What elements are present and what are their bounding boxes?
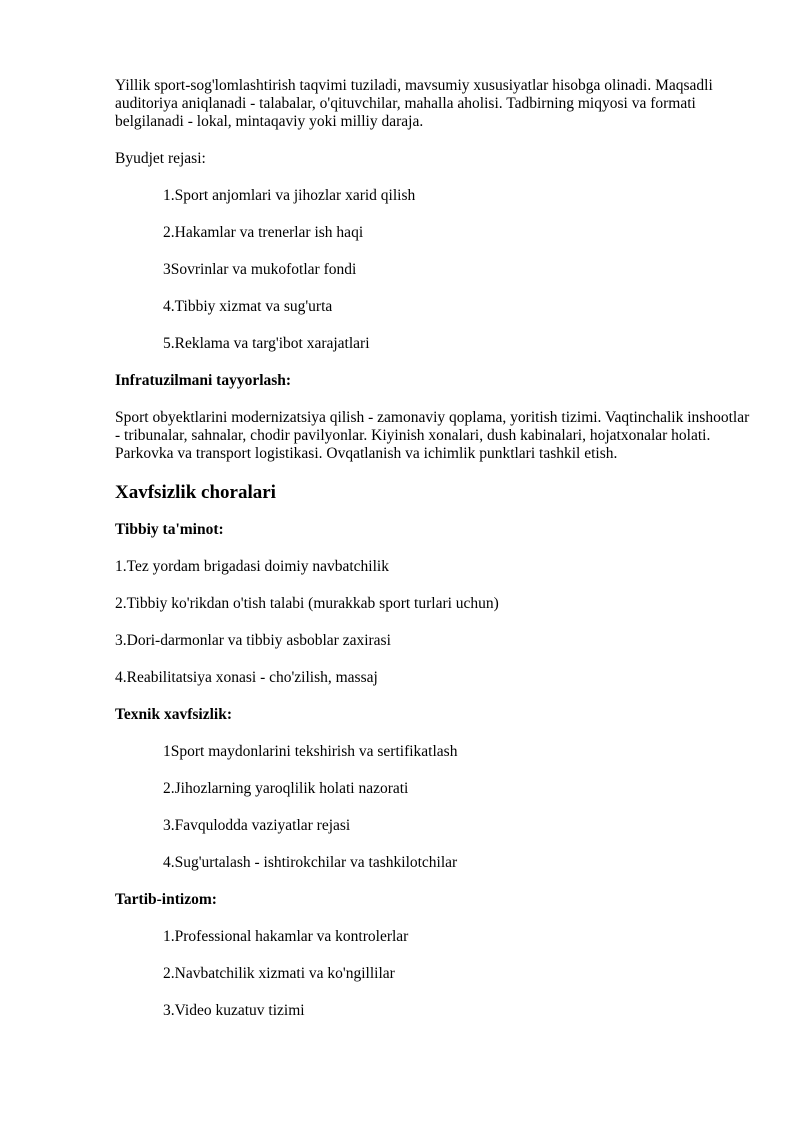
- budget-label: Byudjet rejasi:: [115, 150, 206, 167]
- technical-heading: Texnik xavfsizlik:: [115, 706, 232, 723]
- technical-item: 1Sport maydonlarini tekshirish va sertifikatlash: [163, 743, 458, 760]
- discipline-item: 1.Professional hakamlar va kontrolerlar: [163, 928, 409, 945]
- budget-item: 4.Tibbiy xizmat va sug'urta: [163, 298, 333, 315]
- budget-item: 2.Hakamlar va trenerlar ish haqi: [163, 224, 364, 241]
- medical-item: 4.Reabilitatsiya xonasi - cho'zilish, massaj: [115, 669, 378, 686]
- infrastructure-paragraph: Sport obyektlarini modernizatsiya qilish - zamonaviy qoplama, yoritish tizimi. Vaqtinchalik inshootlar - tribunalar, sahnalar, chodir pavilyonlar. Kiyinish xonalari, dush kabinalari, hojatxonalar holati. Parkovka va transport logistikasi. Ovqatlanish va ichimlik punktlari tashkil etish.: [115, 409, 750, 462]
- document-page: [115, 77, 755, 1039]
- budget-item: 3Sovrinlar va mukofotlar fondi: [163, 261, 357, 278]
- budget-list: [115, 187, 755, 353]
- medical-item: 2.Tibbiy ko'rikdan o'tish talabi (murakkab sport turlari uchun): [115, 595, 499, 612]
- discipline-heading: Tartib-intizom:: [115, 891, 217, 908]
- safety-section-title: Xavfsizlik choralari: [115, 482, 276, 503]
- discipline-item: 3.Video kuzatuv tizimi: [163, 1002, 305, 1019]
- technical-item: 2.Jihozlarning yaroqlilik holati nazorati: [163, 780, 409, 797]
- discipline-item: 2.Navbatchilik xizmati va ko'ngillilar: [163, 965, 395, 982]
- budget-item: 5.Reklama va targ'ibot xarajatlari: [163, 335, 370, 352]
- medical-heading: Tibbiy ta'minot:: [115, 521, 224, 538]
- discipline-list: [115, 928, 755, 1020]
- budget-item: 1.Sport anjomlari va jihozlar xarid qilish: [163, 187, 416, 204]
- technical-item: 3.Favqulodda vaziyatlar rejasi: [163, 817, 351, 834]
- intro-paragraph: Yillik sport-sog'lomlashtirish taqvimi tuziladi, mavsumiy xususiyatlar hisobga olinadi. Maqsadli auditoriya aniqlanadi - talabalar, o'qituvchilar, mahalla aholisi. Tadbirning miqyosi va formati belgilanadi - lokal, mintaqaviy yoki milliy daraja.: [115, 77, 713, 130]
- infrastructure-heading: Infratuzilmani tayyorlash:: [115, 372, 292, 389]
- technical-list: [115, 743, 755, 872]
- technical-item: 4.Sug'urtalash - ishtirokchilar va tashkilotchilar: [163, 854, 458, 871]
- medical-item: 1.Tez yordam brigadasi doimiy navbatchilik: [115, 558, 389, 575]
- medical-item: 3.Dori-darmonlar va tibbiy asboblar zaxirasi: [115, 632, 391, 649]
- medical-list: [115, 558, 755, 687]
